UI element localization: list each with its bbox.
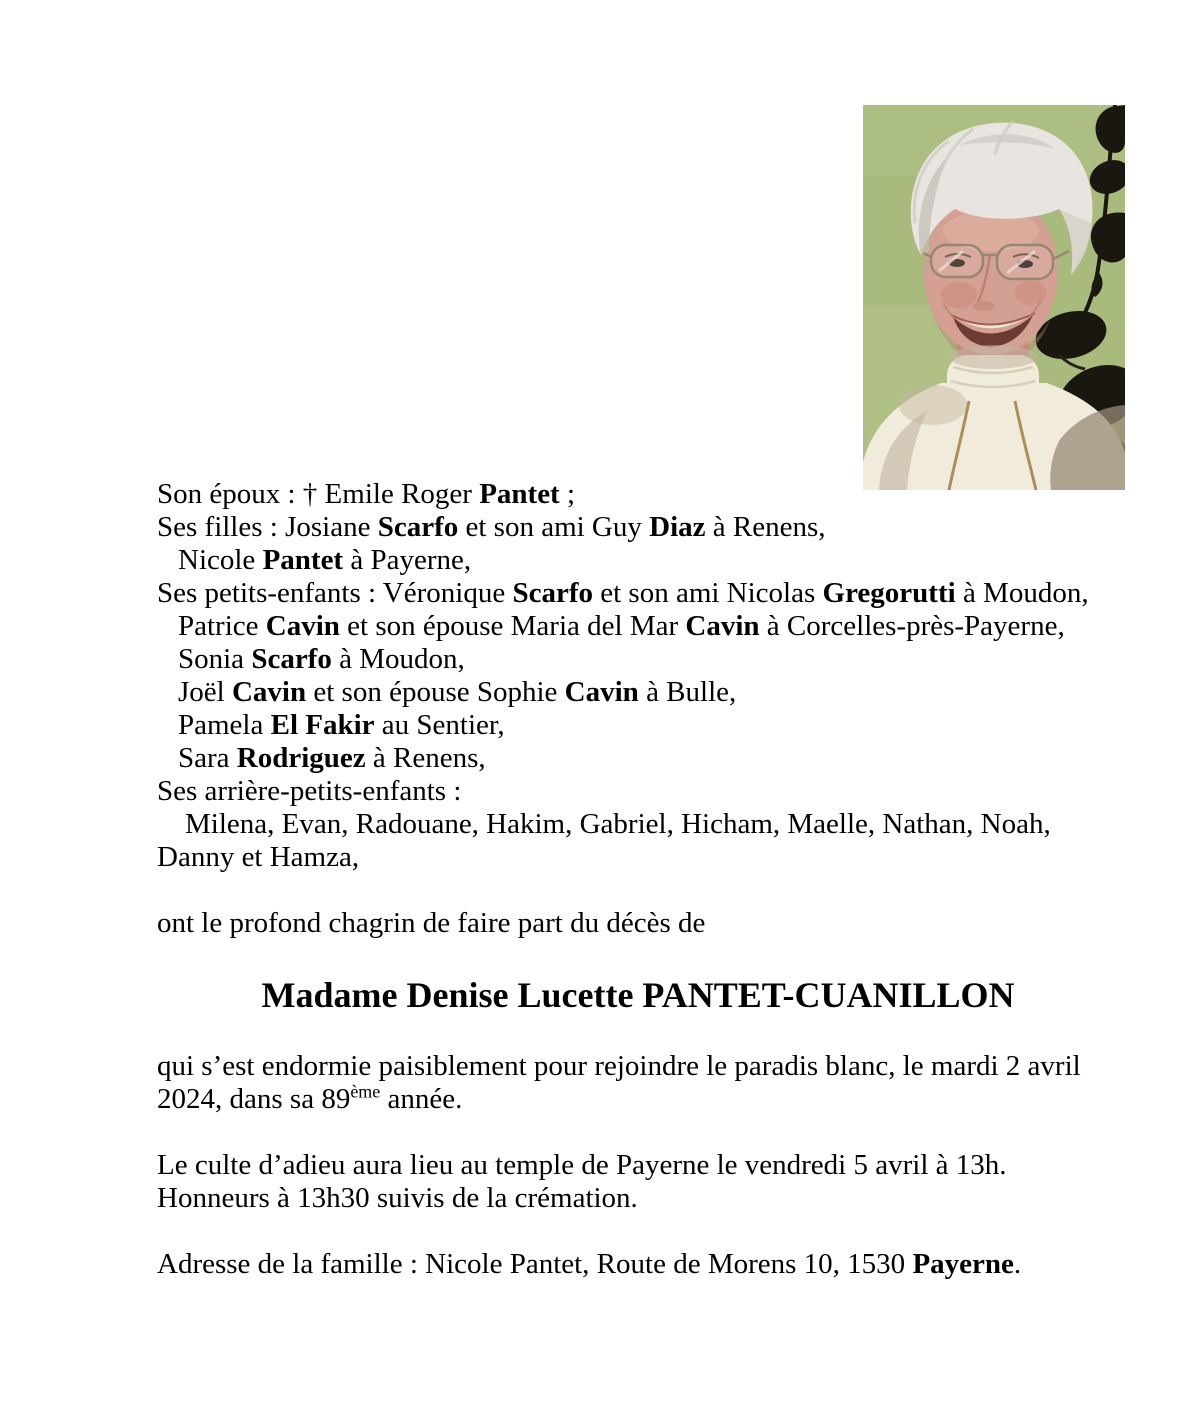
text-segment: Scarfo	[512, 577, 593, 609]
text-segment: Diaz	[649, 511, 706, 543]
text-segment: Le culte d’adieu aura lieu au temple de Payerne le vendredi 5 avril à 13h.	[157, 1149, 1007, 1181]
text-segment: qui s’est endormie paisiblement pour rejoindre le paradis blanc, le mardi 2 avril	[157, 1050, 1081, 1082]
family-line	[157, 808, 1083, 841]
text-segment: Nicole	[178, 544, 263, 576]
chin-shadow	[949, 345, 1037, 369]
nose-shadow	[973, 301, 995, 311]
portrait-photo	[863, 105, 1125, 490]
text-segment: El Fakir	[270, 709, 375, 741]
family-line	[157, 742, 1083, 775]
family-line	[157, 775, 1083, 808]
text-segment: et son épouse Maria del Mar	[339, 610, 686, 642]
death-paragraph	[157, 1050, 1083, 1116]
family-line	[157, 544, 1083, 577]
family-line	[157, 709, 1083, 742]
text-segment: et son ami Nicolas	[592, 577, 823, 609]
right-cheek	[1015, 281, 1047, 305]
address-line	[157, 1248, 1083, 1281]
ceremony-paragraph	[157, 1149, 1083, 1215]
text-segment: Pantet	[262, 544, 344, 576]
text-segment: Adresse de la famille : Nicole Pantet, Route de Morens 10, 1530	[157, 1248, 913, 1280]
text-segment: à Moudon,	[331, 643, 465, 675]
text-segment: Pantet	[479, 478, 560, 510]
text-segment: Cavin	[685, 610, 760, 642]
text-segment: .	[1013, 1248, 1022, 1280]
text-segment: Danny et Hamza,	[157, 841, 360, 873]
text-segment: à Renens,	[365, 742, 486, 774]
text-segment: Son époux : † Emile Roger	[157, 478, 480, 510]
text-segment: et son ami Guy	[458, 511, 650, 543]
text-segment: Scarfo	[377, 511, 459, 543]
death-line	[157, 1083, 1083, 1116]
death-line	[157, 1050, 1083, 1083]
text-segment: Sara	[178, 742, 237, 774]
text-segment: ;	[559, 478, 576, 510]
text-segment: Honneurs à 13h30 suivis de la crémation.	[157, 1182, 638, 1214]
text-segment: Cavin	[564, 676, 639, 708]
intro-line: ont le profond chagrin de faire part du décès de	[157, 907, 706, 939]
text-segment: Sonia	[178, 643, 252, 675]
left-cheek	[941, 282, 977, 308]
text-segment: à Corcelles-près-Payerne,	[759, 610, 1065, 642]
text-segment: Payerne	[912, 1248, 1014, 1280]
text-segment: Ses filles : Josiane	[157, 511, 378, 543]
text-segment: année.	[380, 1083, 463, 1115]
text-segment: à Renens,	[705, 511, 826, 543]
text-segment: Pamela	[178, 709, 271, 741]
family-line	[157, 676, 1083, 709]
family-line	[157, 841, 1083, 874]
announcement-text	[157, 478, 1089, 1281]
text-segment: à Bulle,	[638, 676, 737, 708]
text-segment: à Payerne,	[343, 544, 472, 576]
text-segment: Scarfo	[251, 643, 332, 675]
text-segment: ème	[350, 1081, 381, 1102]
text-segment: au Sentier,	[374, 709, 505, 741]
text-segment: Gregorutti	[822, 577, 956, 609]
text-segment: à Moudon,	[955, 577, 1089, 609]
text-segment: Cavin	[265, 610, 340, 642]
family-line	[157, 511, 1083, 544]
family-line	[157, 610, 1083, 643]
text-segment: Ses arrière-petits-enfants :	[157, 775, 462, 807]
text-segment: et son épouse Sophie	[306, 676, 565, 708]
text-segment: Cavin	[231, 676, 307, 708]
family-list	[157, 478, 1089, 874]
deceased-name-heading: Madame Denise Lucette PANTET-CUANILLON	[261, 975, 1015, 1015]
text-segment: Joël	[178, 676, 232, 708]
text-segment: Rodriguez	[236, 742, 366, 774]
family-line	[157, 577, 1089, 610]
text-segment: Ses petits-enfants : Véronique	[157, 577, 513, 609]
portrait-photo-illustration	[863, 105, 1125, 490]
address-paragraph	[157, 1248, 1083, 1281]
family-line	[157, 643, 1083, 676]
text-segment: Milena, Evan, Radouane, Hakim, Gabriel, Hicham, Maelle, Nathan, Noah,	[185, 808, 1051, 840]
shoulder-shadow	[899, 385, 967, 425]
ceremony-line	[157, 1182, 1083, 1215]
text-segment: Patrice	[178, 610, 266, 642]
family-line	[157, 478, 1083, 511]
text-segment: 2024, dans sa 89	[157, 1083, 351, 1115]
ceremony-line	[157, 1149, 1083, 1182]
